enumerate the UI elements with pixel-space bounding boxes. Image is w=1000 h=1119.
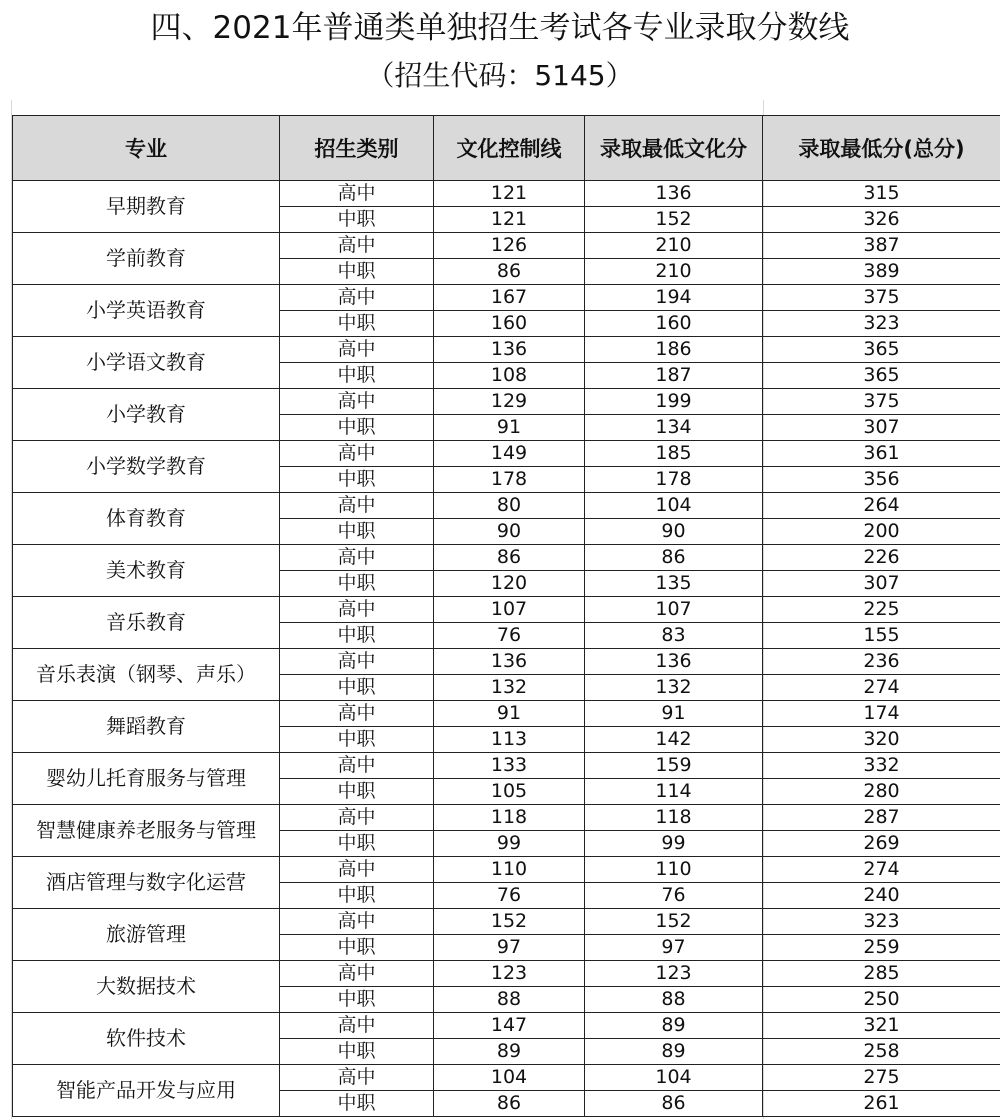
min-culture-cell: 194 xyxy=(585,285,763,311)
min-total-cell: 375 xyxy=(763,285,1000,311)
control-line-cell: 86 xyxy=(434,1091,585,1117)
min-culture-cell: 136 xyxy=(585,649,763,675)
major-name: 音乐教育 xyxy=(13,597,280,649)
min-total-cell: 200 xyxy=(763,519,1000,545)
table-row xyxy=(13,233,1000,259)
control-line-cell: 76 xyxy=(434,623,585,649)
control-line-cell: 104 xyxy=(434,1065,585,1091)
min-culture-cell: 89 xyxy=(585,1013,763,1039)
control-line-cell: 123 xyxy=(434,961,585,987)
category-cell: 高中 xyxy=(280,493,434,519)
category-cell: 中职 xyxy=(280,467,434,493)
min-culture-cell: 178 xyxy=(585,467,763,493)
major-name: 旅游管理 xyxy=(13,909,280,961)
control-line-cell: 113 xyxy=(434,727,585,753)
control-line-cell: 110 xyxy=(434,857,585,883)
table-row xyxy=(13,545,1000,571)
min-total-cell: 285 xyxy=(763,961,1000,987)
control-line-cell: 88 xyxy=(434,987,585,1013)
min-total-cell: 269 xyxy=(763,831,1000,857)
major-name: 小学数学教育 xyxy=(13,441,280,493)
category-cell: 中职 xyxy=(280,1039,434,1065)
header-row xyxy=(13,116,1000,181)
table-row xyxy=(13,337,1000,363)
min-total-cell: 326 xyxy=(763,207,1000,233)
enrollment-code: （招生代码：5145） xyxy=(366,59,634,92)
category-cell: 高中 xyxy=(280,909,434,935)
table-row xyxy=(13,909,1000,935)
min-culture-cell: 210 xyxy=(585,233,763,259)
control-line-cell: 132 xyxy=(434,675,585,701)
major-name: 音乐表演（钢琴、声乐） xyxy=(13,649,280,701)
control-line-cell: 86 xyxy=(434,259,585,285)
min-culture-cell: 186 xyxy=(585,337,763,363)
header-min-culture: 录取最低文化分 xyxy=(585,116,763,181)
min-culture-cell: 89 xyxy=(585,1039,763,1065)
min-total-cell: 361 xyxy=(763,441,1000,467)
category-cell: 中职 xyxy=(280,987,434,1013)
category-cell: 中职 xyxy=(280,779,434,805)
category-cell: 高中 xyxy=(280,285,434,311)
category-cell: 高中 xyxy=(280,961,434,987)
min-total-cell: 323 xyxy=(763,909,1000,935)
control-line-cell: 133 xyxy=(434,753,585,779)
category-cell: 高中 xyxy=(280,857,434,883)
min-culture-cell: 136 xyxy=(585,181,763,207)
category-cell: 高中 xyxy=(280,337,434,363)
min-total-cell: 387 xyxy=(763,233,1000,259)
control-line-cell: 118 xyxy=(434,805,585,831)
table-row xyxy=(13,389,1000,415)
control-line-cell: 149 xyxy=(434,441,585,467)
min-culture-cell: 134 xyxy=(585,415,763,441)
min-culture-cell: 86 xyxy=(585,1091,763,1117)
min-culture-cell: 104 xyxy=(585,493,763,519)
category-cell: 高中 xyxy=(280,701,434,727)
min-culture-cell: 76 xyxy=(585,883,763,909)
category-cell: 中职 xyxy=(280,519,434,545)
min-culture-cell: 152 xyxy=(585,909,763,935)
control-line-cell: 126 xyxy=(434,233,585,259)
table-row xyxy=(13,493,1000,519)
major-name: 小学语文教育 xyxy=(13,337,280,389)
table-row xyxy=(13,649,1000,675)
min-total-cell: 315 xyxy=(763,181,1000,207)
min-culture-cell: 99 xyxy=(585,831,763,857)
min-total-cell: 365 xyxy=(763,337,1000,363)
table-row xyxy=(13,597,1000,623)
table-row xyxy=(13,961,1000,987)
major-name: 小学英语教育 xyxy=(13,285,280,337)
category-cell: 中职 xyxy=(280,831,434,857)
table-row xyxy=(13,1013,1000,1039)
major-name: 软件技术 xyxy=(13,1013,280,1065)
min-total-cell: 264 xyxy=(763,493,1000,519)
min-culture-cell: 104 xyxy=(585,1065,763,1091)
header-category: 招生类别 xyxy=(280,116,434,181)
control-line-cell: 108 xyxy=(434,363,585,389)
control-line-cell: 86 xyxy=(434,545,585,571)
control-line-cell: 160 xyxy=(434,311,585,337)
min-culture-cell: 91 xyxy=(585,701,763,727)
min-culture-cell: 152 xyxy=(585,207,763,233)
min-total-cell: 240 xyxy=(763,883,1000,909)
control-line-cell: 89 xyxy=(434,1039,585,1065)
min-total-cell: 155 xyxy=(763,623,1000,649)
control-line-cell: 76 xyxy=(434,883,585,909)
min-culture-cell: 185 xyxy=(585,441,763,467)
min-total-cell: 375 xyxy=(763,389,1000,415)
min-total-cell: 332 xyxy=(763,753,1000,779)
control-line-cell: 80 xyxy=(434,493,585,519)
category-cell: 中职 xyxy=(280,259,434,285)
header-min-total: 录取最低分(总分) xyxy=(763,116,1000,181)
control-line-cell: 99 xyxy=(434,831,585,857)
category-cell: 高中 xyxy=(280,389,434,415)
control-line-cell: 129 xyxy=(434,389,585,415)
min-total-cell: 320 xyxy=(763,727,1000,753)
control-line-cell: 90 xyxy=(434,519,585,545)
table-row xyxy=(13,181,1000,207)
control-line-cell: 107 xyxy=(434,597,585,623)
category-cell: 高中 xyxy=(280,753,434,779)
category-cell: 中职 xyxy=(280,311,434,337)
min-culture-cell: 159 xyxy=(585,753,763,779)
table-row xyxy=(13,701,1000,727)
major-name: 酒店管理与数字化运营 xyxy=(13,857,280,909)
min-total-cell: 174 xyxy=(763,701,1000,727)
min-culture-cell: 142 xyxy=(585,727,763,753)
category-cell: 中职 xyxy=(280,1091,434,1117)
category-cell: 中职 xyxy=(280,363,434,389)
min-culture-cell: 135 xyxy=(585,571,763,597)
min-total-cell: 275 xyxy=(763,1065,1000,1091)
header-control-line: 文化控制线 xyxy=(434,116,585,181)
min-total-cell: 261 xyxy=(763,1091,1000,1117)
min-culture-cell: 132 xyxy=(585,675,763,701)
control-line-cell: 120 xyxy=(434,571,585,597)
control-line-cell: 167 xyxy=(434,285,585,311)
category-cell: 中职 xyxy=(280,571,434,597)
min-culture-cell: 86 xyxy=(585,545,763,571)
control-line-cell: 91 xyxy=(434,415,585,441)
min-culture-cell: 107 xyxy=(585,597,763,623)
min-total-cell: 389 xyxy=(763,259,1000,285)
category-cell: 中职 xyxy=(280,883,434,909)
min-culture-cell: 123 xyxy=(585,961,763,987)
control-line-cell: 121 xyxy=(434,207,585,233)
min-total-cell: 225 xyxy=(763,597,1000,623)
category-cell: 中职 xyxy=(280,415,434,441)
major-name: 婴幼儿托育服务与管理 xyxy=(13,753,280,805)
control-line-cell: 178 xyxy=(434,467,585,493)
category-cell: 高中 xyxy=(280,441,434,467)
min-total-cell: 321 xyxy=(763,1013,1000,1039)
major-name: 智慧健康养老服务与管理 xyxy=(13,805,280,857)
min-total-cell: 280 xyxy=(763,779,1000,805)
min-total-cell: 356 xyxy=(763,467,1000,493)
min-total-cell: 274 xyxy=(763,675,1000,701)
min-culture-cell: 83 xyxy=(585,623,763,649)
category-cell: 中职 xyxy=(280,623,434,649)
major-name: 舞蹈教育 xyxy=(13,701,280,753)
major-name: 智能产品开发与应用 xyxy=(13,1065,280,1117)
score-table xyxy=(12,115,1000,1117)
min-total-cell: 258 xyxy=(763,1039,1000,1065)
page-title: 四、2021年普通类单独招生考试各专业录取分数线 xyxy=(150,10,850,46)
table-row xyxy=(13,805,1000,831)
min-total-cell: 307 xyxy=(763,571,1000,597)
min-culture-cell: 187 xyxy=(585,363,763,389)
min-culture-cell: 110 xyxy=(585,857,763,883)
table-row xyxy=(13,1065,1000,1091)
min-total-cell: 274 xyxy=(763,857,1000,883)
table-row xyxy=(13,857,1000,883)
major-name: 美术教育 xyxy=(13,545,280,597)
major-name: 体育教育 xyxy=(13,493,280,545)
min-total-cell: 365 xyxy=(763,363,1000,389)
control-line-cell: 136 xyxy=(434,649,585,675)
category-cell: 高中 xyxy=(280,545,434,571)
major-name: 学前教育 xyxy=(13,233,280,285)
control-line-cell: 136 xyxy=(434,337,585,363)
category-cell: 高中 xyxy=(280,805,434,831)
control-line-cell: 97 xyxy=(434,935,585,961)
table-row xyxy=(13,285,1000,311)
min-culture-cell: 88 xyxy=(585,987,763,1013)
control-line-cell: 147 xyxy=(434,1013,585,1039)
min-culture-cell: 97 xyxy=(585,935,763,961)
min-culture-cell: 118 xyxy=(585,805,763,831)
min-total-cell: 250 xyxy=(763,987,1000,1013)
table-row xyxy=(13,753,1000,779)
control-line-cell: 152 xyxy=(434,909,585,935)
min-total-cell: 259 xyxy=(763,935,1000,961)
min-culture-cell: 210 xyxy=(585,259,763,285)
category-cell: 中职 xyxy=(280,207,434,233)
category-cell: 高中 xyxy=(280,181,434,207)
major-name: 小学教育 xyxy=(13,389,280,441)
category-cell: 高中 xyxy=(280,1065,434,1091)
category-cell: 高中 xyxy=(280,649,434,675)
table-body xyxy=(13,181,1000,1117)
min-total-cell: 226 xyxy=(763,545,1000,571)
category-cell: 中职 xyxy=(280,935,434,961)
min-total-cell: 236 xyxy=(763,649,1000,675)
min-culture-cell: 160 xyxy=(585,311,763,337)
min-culture-cell: 114 xyxy=(585,779,763,805)
category-cell: 中职 xyxy=(280,727,434,753)
min-culture-cell: 199 xyxy=(585,389,763,415)
control-line-cell: 121 xyxy=(434,181,585,207)
major-name: 大数据技术 xyxy=(13,961,280,1013)
category-cell: 中职 xyxy=(280,675,434,701)
table-row xyxy=(13,441,1000,467)
min-total-cell: 307 xyxy=(763,415,1000,441)
min-total-cell: 287 xyxy=(763,805,1000,831)
min-culture-cell: 90 xyxy=(585,519,763,545)
major-name: 早期教育 xyxy=(13,181,280,233)
min-total-cell: 323 xyxy=(763,311,1000,337)
category-cell: 高中 xyxy=(280,597,434,623)
control-line-cell: 91 xyxy=(434,701,585,727)
category-cell: 高中 xyxy=(280,233,434,259)
category-cell: 高中 xyxy=(280,1013,434,1039)
control-line-cell: 105 xyxy=(434,779,585,805)
header-major: 专业 xyxy=(13,116,280,181)
